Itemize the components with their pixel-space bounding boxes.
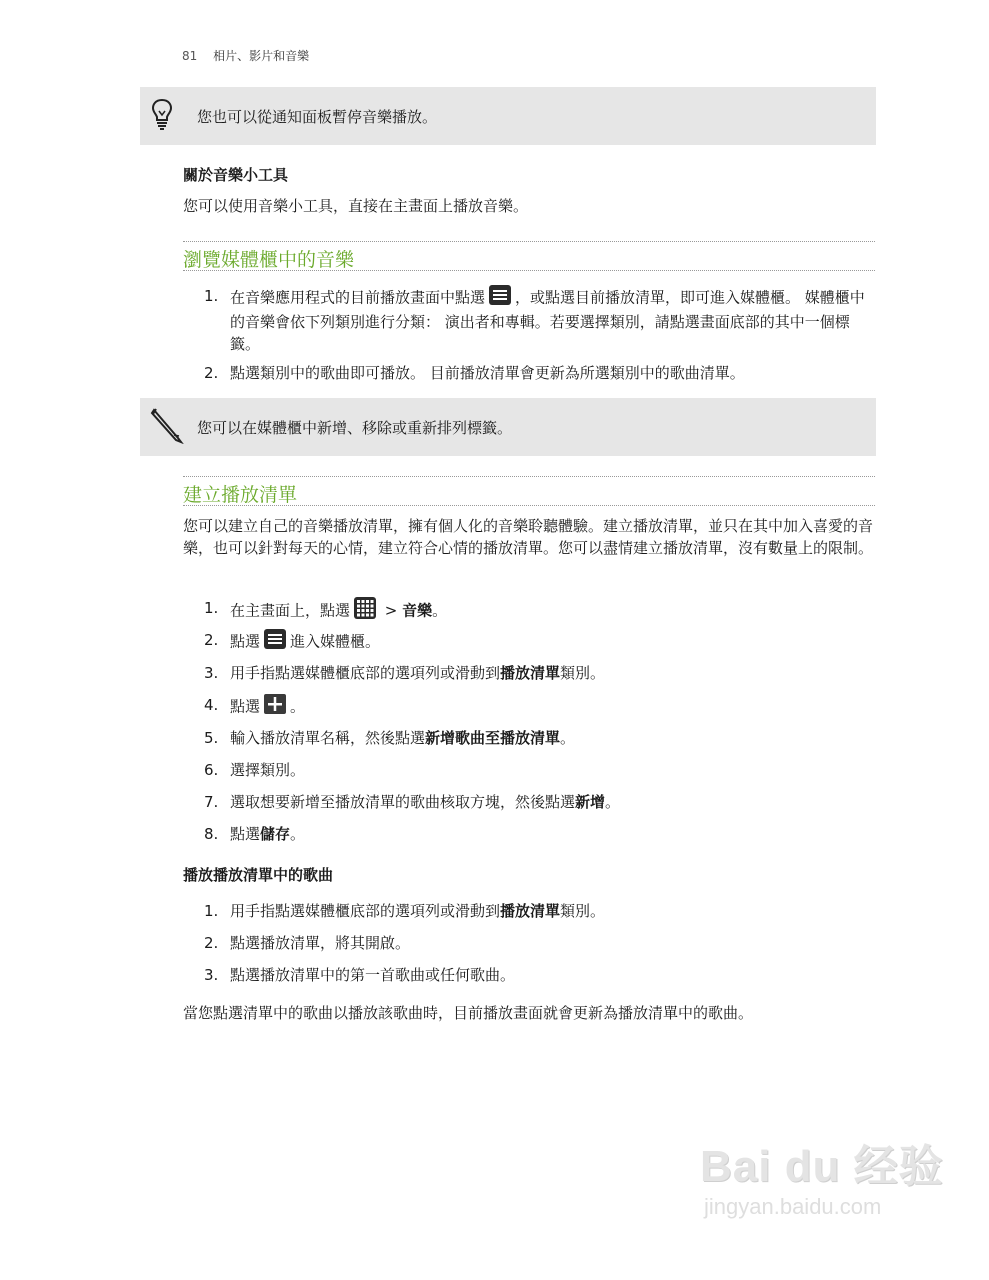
note-box [140,398,876,456]
playlist-intro: 您可以建立自己的音樂播放清單，擁有個人化的音樂聆聽體驗。建立播放清單，並只在其中加入喜愛的音樂，也可以針對每天的心情，建立符合心情的播放清單。您可以盡情建立播放清單，沒有數量上的限制。 [183,517,874,557]
step-number: 7. [204,793,219,811]
step-number: 2. [204,364,219,382]
step-text: ，或點選目前播放清單，即可進入媒體櫃。 媒體櫃中的音樂會依下列類別進行分類： 演出者和專輯。若要選擇類別，請點選畫面底部的其中一個標籤。 [230,288,865,353]
browse-title-text: 瀏覽媒體櫃中的音樂 [183,249,355,271]
note-text: 您可以在媒體櫃中新增、移除或重新排列標籤。 [197,418,513,437]
browse-section-title [183,241,875,271]
page-number: 81 [182,49,198,63]
page-header [182,47,309,64]
step-text: 用手指點選媒體櫃底部的選項列或滑動到 [230,664,501,682]
step-bold: 儲存 [260,825,291,843]
step-text: 。 [432,601,448,620]
step-text: 點選類別中的歌曲即可播放。 目前播放清單會更新為所選類別中的歌曲清單。 [230,364,745,382]
step-text: 在音樂應用程式的目前播放畫面中點選 [230,288,486,307]
add-icon [264,694,286,720]
chapter-title: 相片、影片和音樂 [213,49,310,63]
step-text: 。 [290,697,306,716]
widget-text: 您可以使用音樂小工具，直接在主畫面上播放音樂。 [183,197,529,215]
step-text: 進入媒體櫃。 [290,632,381,651]
step-number: 3. [204,966,219,984]
tip-box [140,87,876,145]
step-number: 1. [204,902,219,920]
play-footer: 當您點選清單中的歌曲以播放該歌曲時，目前播放畫面就會更新為播放清單中的歌曲。 [183,1004,754,1022]
step-text: 。 [605,793,621,811]
all-apps-icon [354,597,376,625]
step-text: 類別。 [560,664,606,682]
watermark-url: jingyan.baidu.com [704,1194,882,1219]
step-bold: 音樂 [402,601,433,620]
step-text: 。 [290,825,306,843]
menu-icon [264,629,286,655]
step-text: 點選播放清單，將其開啟。 [230,934,411,952]
step-text: 類別。 [560,902,606,920]
lightbulb-icon [150,97,174,135]
step-number: 1. [204,599,219,617]
step-number: 1. [204,287,219,305]
step-text: > [380,601,403,620]
playlist-title-text: 建立播放清單 [183,484,298,506]
menu-icon [489,285,511,311]
tip-text: 您也可以從通知面板暫停音樂播放。 [197,107,438,126]
step-bold: 新增歌曲至播放清單 [425,729,561,747]
step-bold: 新增 [575,793,606,811]
step-bold: 播放清單 [500,902,561,920]
step-text: 選擇類別。 [230,761,306,779]
step-number: 8. [204,825,219,843]
step-text: 點選 [230,632,261,651]
pencil-icon [150,406,184,448]
browse-step-1 [183,285,875,351]
step-text: 在主畫面上，點選 [230,601,351,620]
step-number: 3. [204,664,219,682]
step-text: 點選 [230,825,261,843]
step-text: 。 [560,729,576,747]
playlist-section-title [183,476,875,506]
step-text: 點選播放清單中的第一首歌曲或任何歌曲。 [230,966,516,984]
step-number: 5. [204,729,219,747]
step-text: 點選 [230,697,261,716]
step-text: 選取想要新增至播放清單的歌曲核取方塊，然後點選 [230,793,576,811]
step-number: 4. [204,696,219,714]
step-number: 2. [204,934,219,952]
step-bold: 播放清單 [500,664,561,682]
step-number: 6. [204,761,219,779]
play-heading: 播放播放清單中的歌曲 [183,866,334,884]
watermark-brand: Bai du 经验 [700,1142,944,1191]
baidu-watermark [700,1130,944,1220]
step-number: 2. [204,631,219,649]
widget-heading: 關於音樂小工具 [183,166,289,184]
step-text: 用手指點選媒體櫃底部的選項列或滑動到 [230,902,501,920]
step-text: 輸入播放清單名稱，然後點選 [230,729,426,747]
